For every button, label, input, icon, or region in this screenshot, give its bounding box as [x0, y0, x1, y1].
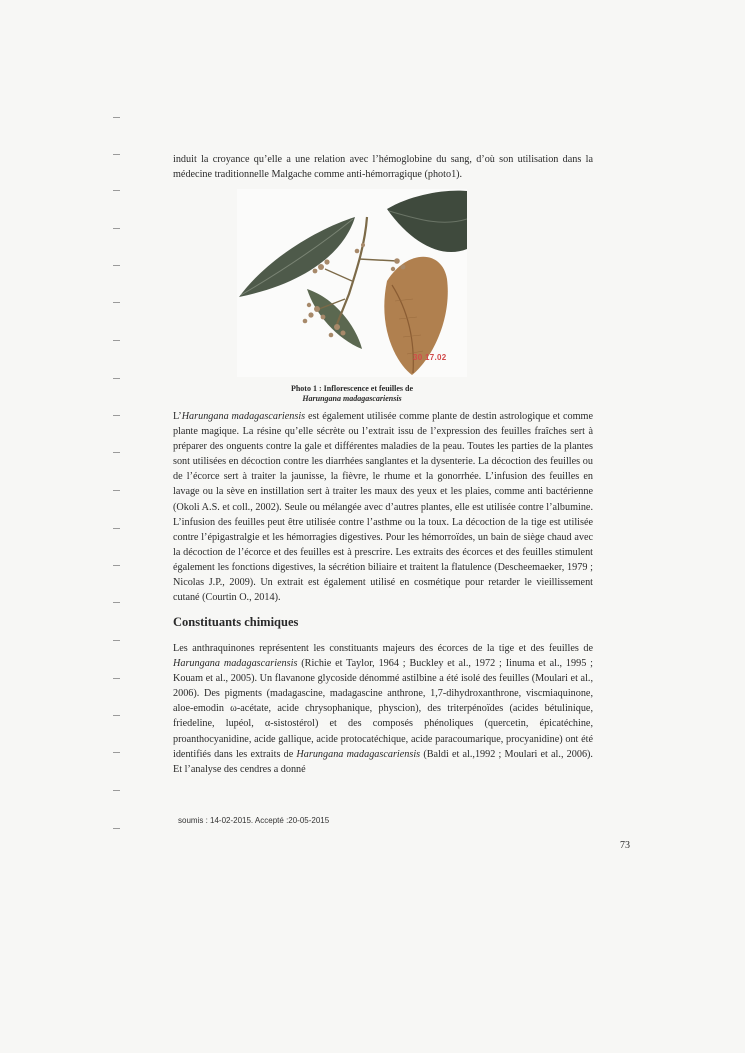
margin-mark [113, 302, 120, 303]
species-name: Harungana madagascariensis [181, 411, 306, 422]
usage-body: est également utilisée comme plante de destin astrologique et comme plante magique. La résine qu’elle sécrète ou l’extrait issu de l’expression des feuilles fraîches sert à préparer des onguents contre la gale et différentes maladies de la peau. Toutes les parties de la plantes sont utilisées en décoction contre les diarrhées sanglantes et la dysenterie. La décoction des feuilles ou de l’écorce sert à traiter la jaunisse, la fièvre, le rhume et la gonorrhée. L’infusion des feuilles en lavage ou la sève en instillation sert à traiter les maux des yeux et les plaies, comme anti bactérienne (Okoli A.S. et coll., 2002). Seule ou mélangée avec d’autres plantes, elle est utilisée contre l’albumine. L’infusion des feuilles peut être utilisée contre l’asthme ou la toux. La décoction de la tige est utilisée contre l’épigastralgie et les hémorragies digestives. Pour les hémorroïdes, un bain de siège chaud avec la décoction de l’écorce et des feuilles est à prescrire. Les extraits des écorces et des feuilles stimulent également les fonctions digestives, la sécrétion biliaire et traitent la flatulence (Descheemaeker, 1979 ; Nicolas J.P., 2009). Un extrait est également utilisé en cosmétique pour retarder le vieillissement cutané (Courtin O., 2014). [173, 411, 593, 604]
photo-caption [237, 384, 467, 404]
margin-mark [113, 340, 120, 341]
margin-mark [113, 528, 120, 529]
margin-mark [113, 640, 120, 641]
chemistry-paragraph [173, 641, 593, 777]
margin-mark [113, 602, 120, 603]
margin-mark [113, 117, 120, 118]
margin-mark [113, 415, 120, 416]
section-title: Constituants chimiques [173, 615, 299, 629]
margin-mark [113, 678, 120, 679]
margin-mark [113, 190, 120, 191]
caption-line2: Harungana madagascariensis [302, 394, 402, 403]
margin-mark [113, 265, 120, 266]
margin-mark [113, 228, 120, 229]
margin-mark [113, 565, 120, 566]
usage-prefix: L’ [173, 411, 182, 422]
harungana-plant-image [237, 189, 467, 377]
margin-mark [113, 715, 120, 716]
chem-part1: Les anthraquinones représentent les constituants majeurs des écorces de la tige et des feuilles de [173, 643, 593, 654]
page-number: 73 [620, 840, 630, 851]
chem-part3: (Baldi et al.,1992 ; Moulari et al., 2006). Et l’analyse des cendres a donné [173, 748, 593, 775]
caption-line1: Photo 1 : Inflorescence et feuilles de [290, 384, 414, 393]
margin-mark [113, 452, 120, 453]
plant-photo [237, 189, 467, 377]
margin-mark [113, 154, 120, 155]
species-name: Harungana madagascariensis [296, 748, 421, 760]
chem-part2: (Richie et Taylor, 1964 ; Buckley et al., 1972 ; Iinuma et al., 1995 ; Kouam et al., 2005). Un flavanone glycoside dénommé astilbine a été isolé des feuilles (Moulari et al., 2006). Des pigments (madagascine, madagascine anthrone, 1,7-dihydroxanthrone, viscmiaquinone, aloe-emodin ω-acétate, acide chrysophanique, physcion), des triterpénoïdes (acides bétulinique, friedeline, lupéol, α-sistostérol) et des composés phénoliques (quercetin, épicatéchine, proanthocyanidine, acide gallique, acide protocatéchique, acide paracoumarique, procyanidine) ont été identifiés dans les extraits de [173, 658, 593, 760]
margin-mark [113, 790, 120, 791]
margin-mark [113, 378, 120, 379]
submission-dates: soumis : 14-02-2015. Accepté :20-05-2015 [178, 816, 330, 825]
margin-mark [113, 828, 120, 829]
usage-paragraph [173, 409, 593, 605]
margin-mark [113, 490, 120, 491]
margin-mark [113, 752, 120, 753]
intro-paragraph: induit la croyance qu’elle a une relation avec l’hémoglobine du sang, d’où son utilisation dans la médecine traditionnelle Malgache comme anti-hémorragique (photo1). [173, 154, 593, 181]
species-name: Harungana madagascariensis [173, 658, 298, 670]
photo-date-stamp: 30 17.02 [413, 353, 447, 362]
